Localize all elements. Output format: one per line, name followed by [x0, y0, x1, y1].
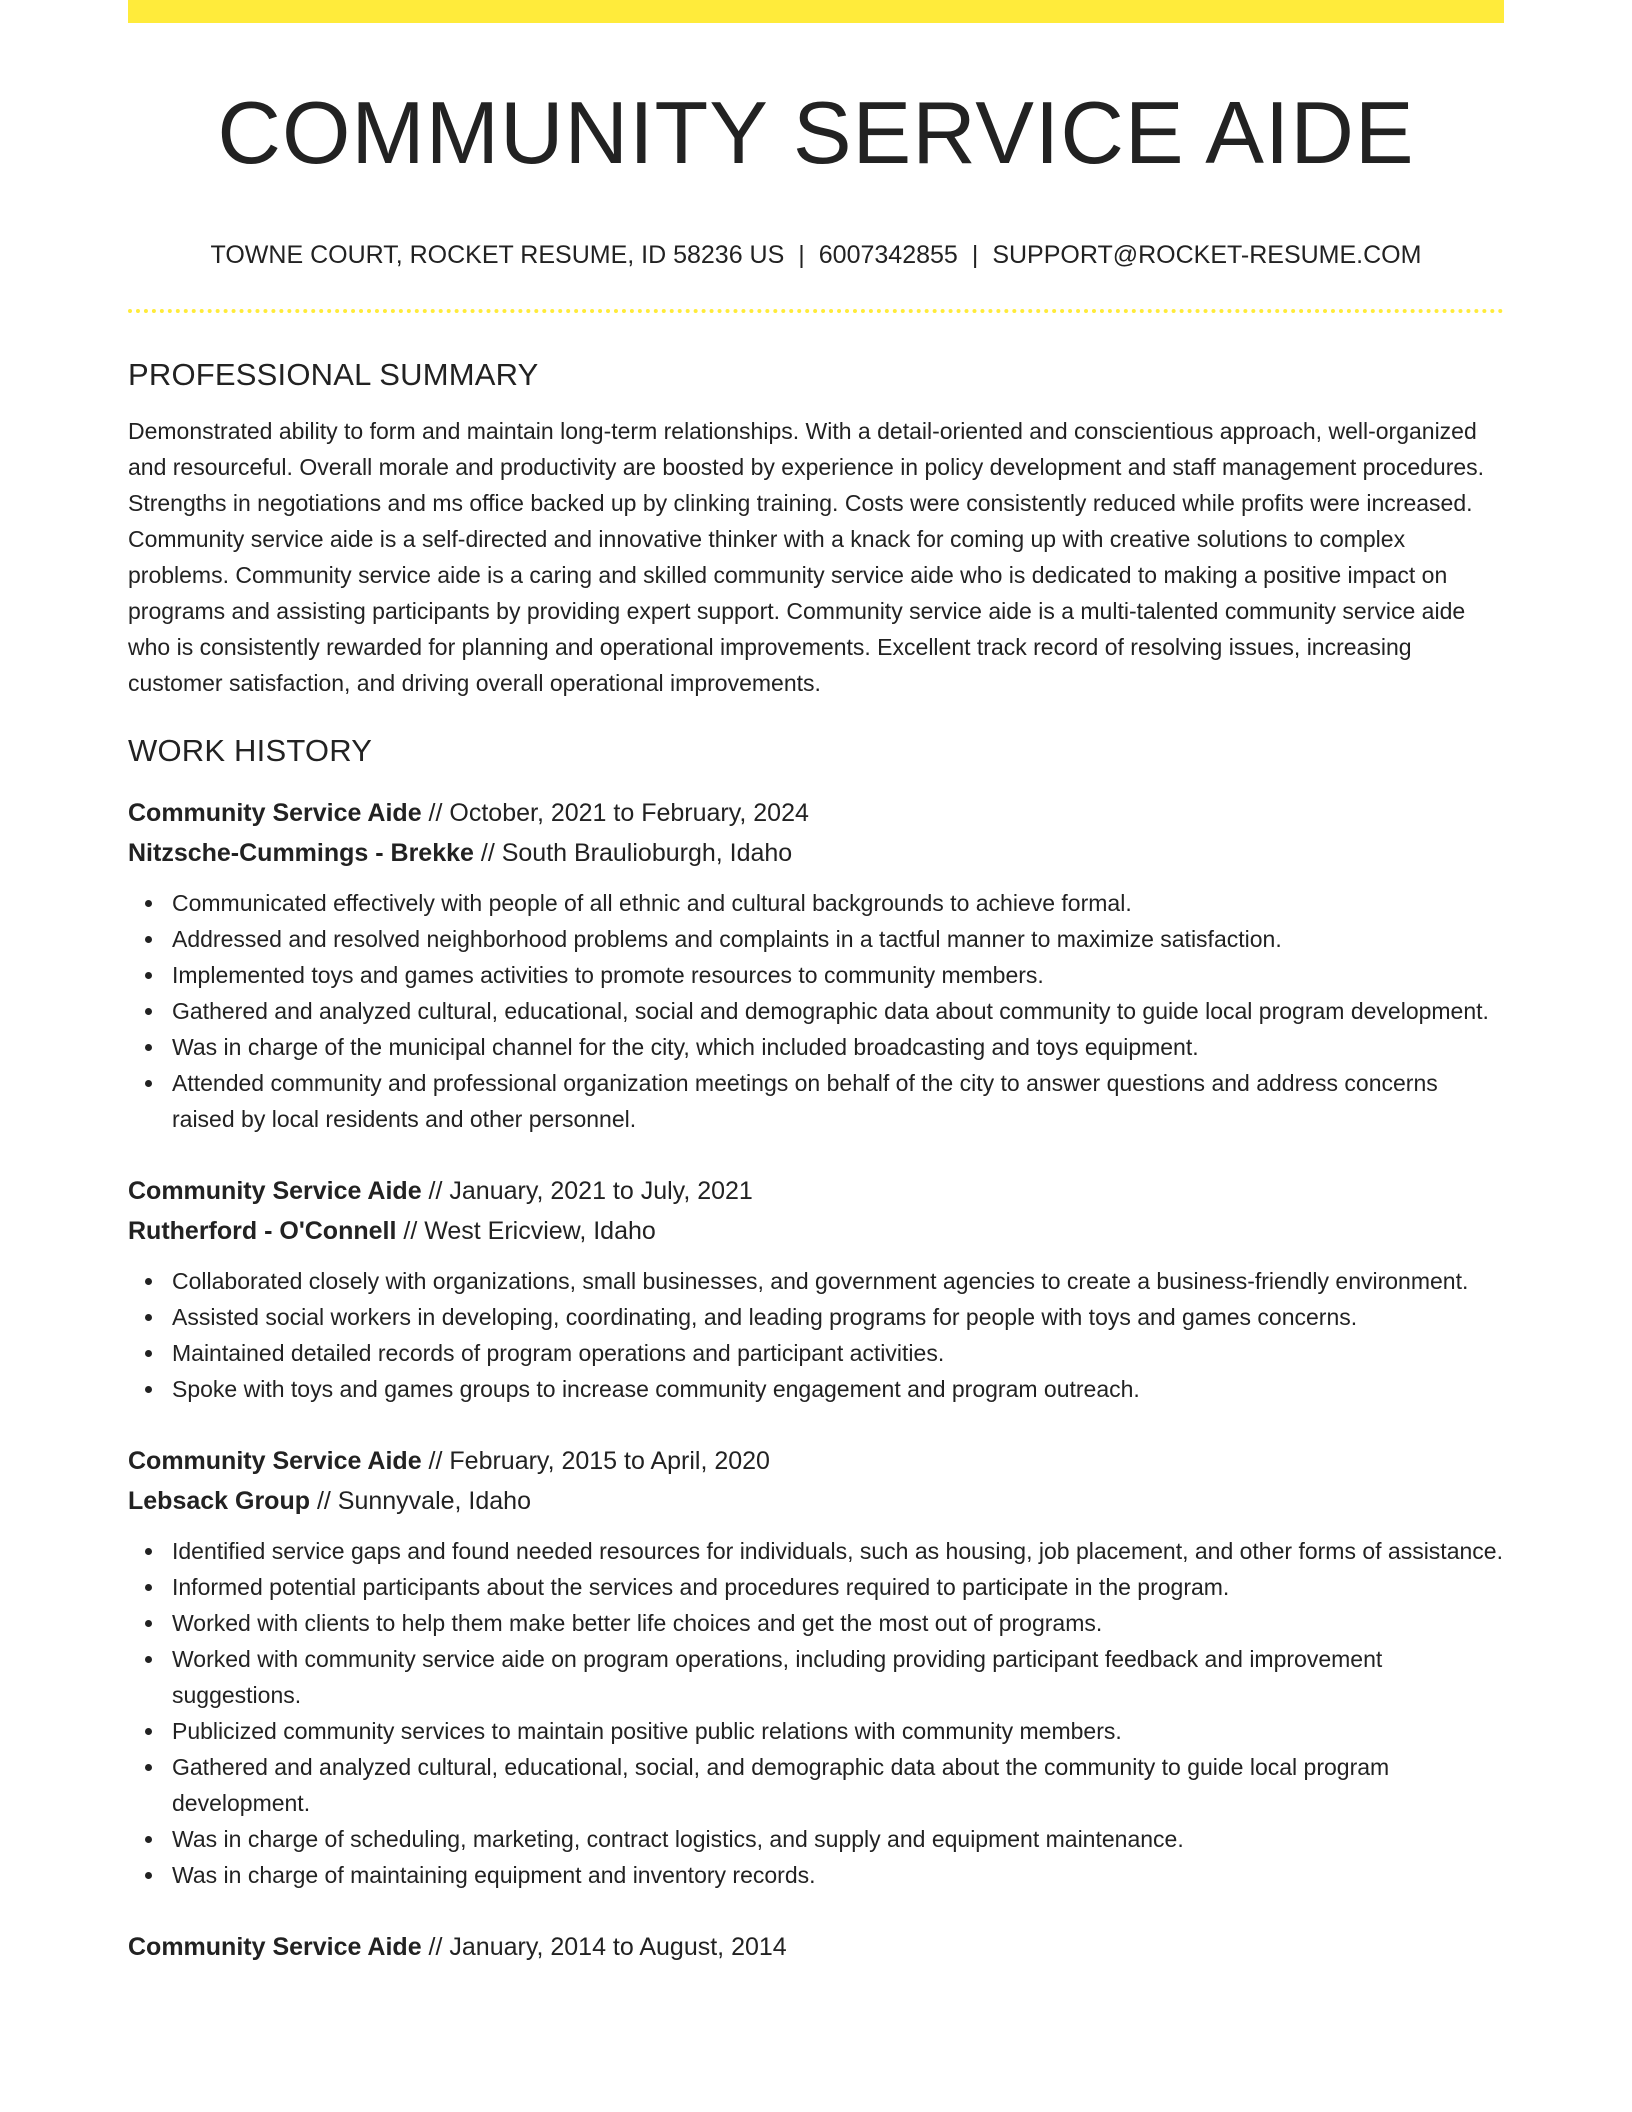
job-bullet: Addressed and resolved neighborhood problems and complaints in a tactful manner to maximize satisfaction. [128, 921, 1504, 957]
job-bullet: Gathered and analyzed cultural, educational, social and demographic data about community to guide local program development. [128, 993, 1504, 1029]
contact-address: TOWNE COURT, ROCKET RESUME, ID 58236 US [210, 241, 785, 269]
job-title-line [128, 793, 1504, 833]
summary-heading: PROFESSIONAL SUMMARY [128, 357, 539, 392]
job-dates: // January, 2021 to July, 2021 [421, 1177, 753, 1205]
job-company: Rutherford - O'Connell [128, 1217, 397, 1245]
dotted-divider [128, 309, 1504, 313]
job-location: // South Braulioburgh, Idaho [473, 839, 793, 867]
job-company: Nitzsche-Cummings - Brekke [128, 839, 474, 867]
job-title: Community Service Aide [128, 1933, 422, 1961]
job-bullet: Attended community and professional organization meetings on behalf of the city to answer questions and address concerns raised by local residents and other personnel. [128, 1065, 1504, 1137]
job-title-line [128, 1927, 1504, 1967]
job-bullet: Maintained detailed records of program operations and participant activities. [128, 1335, 1504, 1371]
job-bullet: Was in charge of scheduling, marketing, contract logistics, and supply and equipment maintenance. [128, 1821, 1504, 1857]
job-dates: // January, 2014 to August, 2014 [421, 1933, 787, 1961]
job-bullet: Gathered and analyzed cultural, educational, social, and demographic data about the community to guide local program development. [128, 1749, 1504, 1821]
contact-phone[interactable]: 6007342855 [818, 241, 958, 269]
job-company: Lebsack Group [128, 1487, 310, 1515]
job-bullet: Implemented toys and games activities to promote resources to community members. [128, 957, 1504, 993]
job-bullet: Identified service gaps and found needed resources for individuals, such as housing, job placement, and other forms of assistance. [128, 1533, 1504, 1569]
job-company-line [128, 833, 1504, 873]
job-bullets [128, 1263, 1504, 1407]
contact-email[interactable]: SUPPORT@ROCKET-RESUME.COM [992, 241, 1422, 269]
job-bullet: Spoke with toys and games groups to increase community engagement and program outreach. [128, 1371, 1504, 1407]
job-company-line [128, 1481, 1504, 1521]
job-bullets [128, 1533, 1504, 1893]
job-location: // West Ericview, Idaho [396, 1217, 656, 1245]
contact-line [128, 240, 1504, 270]
accent-top-bar [128, 0, 1504, 23]
summary-text: Demonstrated ability to form and maintain long-term relationships. With a detail-oriented and conscientious approach, well-organized and resourceful. Overall morale and productivity are boosted by experience in policy development and staff management procedures. Strengths in negotiations and ms office backed up by clinking training. Costs were consistently reduced while profits were increased. Community service aide is a self-directed and innovative thinker with a knack for coming up with creative solutions to complex problems. Community service aide is a caring and skilled community service aide who is dedicated to making a positive impact on programs and assisting participants by providing expert support. Community service aide is a multi-talented community service aide who is consistently rewarded for planning and operational improvements. Excellent track record of resolving issues, increasing customer satisfaction, and driving overall operational improvements. [128, 418, 1485, 696]
job-bullet: Worked with clients to help them make better life choices and get the most out of programs. [128, 1605, 1504, 1641]
resume-page [128, 0, 1504, 1967]
job-entry [128, 1441, 1504, 1893]
job-title-line [128, 1441, 1504, 1481]
job-bullet: Collaborated closely with organizations, small businesses, and government agencies to create a business-friendly environment. [128, 1263, 1504, 1299]
contact-separator: | [971, 241, 979, 269]
job-bullet: Was in charge of maintaining equipment and inventory records. [128, 1857, 1504, 1893]
job-entry [128, 1171, 1504, 1407]
candidate-name: COMMUNITY SERVICE AIDE [217, 83, 1415, 182]
job-title: Community Service Aide [128, 1447, 422, 1475]
job-bullet: Communicated effectively with people of all ethnic and cultural backgrounds to achieve formal. [128, 885, 1504, 921]
job-bullet: Informed potential participants about the services and procedures required to participate in the program. [128, 1569, 1504, 1605]
job-bullet: Worked with community service aide on program operations, including providing participant feedback and improvement suggestions. [128, 1641, 1504, 1713]
job-location: // Sunnyvale, Idaho [310, 1487, 531, 1515]
job-dates: // February, 2015 to April, 2020 [421, 1447, 770, 1475]
job-bullet: Assisted social workers in developing, coordinating, and leading programs for people with toys and games concerns. [128, 1299, 1504, 1335]
job-title-line [128, 1171, 1504, 1211]
job-entry [128, 793, 1504, 1137]
job-title: Community Service Aide [128, 799, 422, 827]
job-bullet: Was in charge of the municipal channel for the city, which included broadcasting and toys equipment. [128, 1029, 1504, 1065]
job-entry [128, 1927, 1504, 1967]
contact-separator: | [798, 241, 805, 269]
job-bullets [128, 885, 1504, 1137]
job-dates: // October, 2021 to February, 2024 [421, 799, 809, 827]
job-bullet: Publicized community services to maintain positive public relations with community members. [128, 1713, 1504, 1749]
job-company-line [128, 1211, 1504, 1251]
work-history-heading: WORK HISTORY [128, 733, 373, 768]
job-title: Community Service Aide [128, 1177, 422, 1205]
